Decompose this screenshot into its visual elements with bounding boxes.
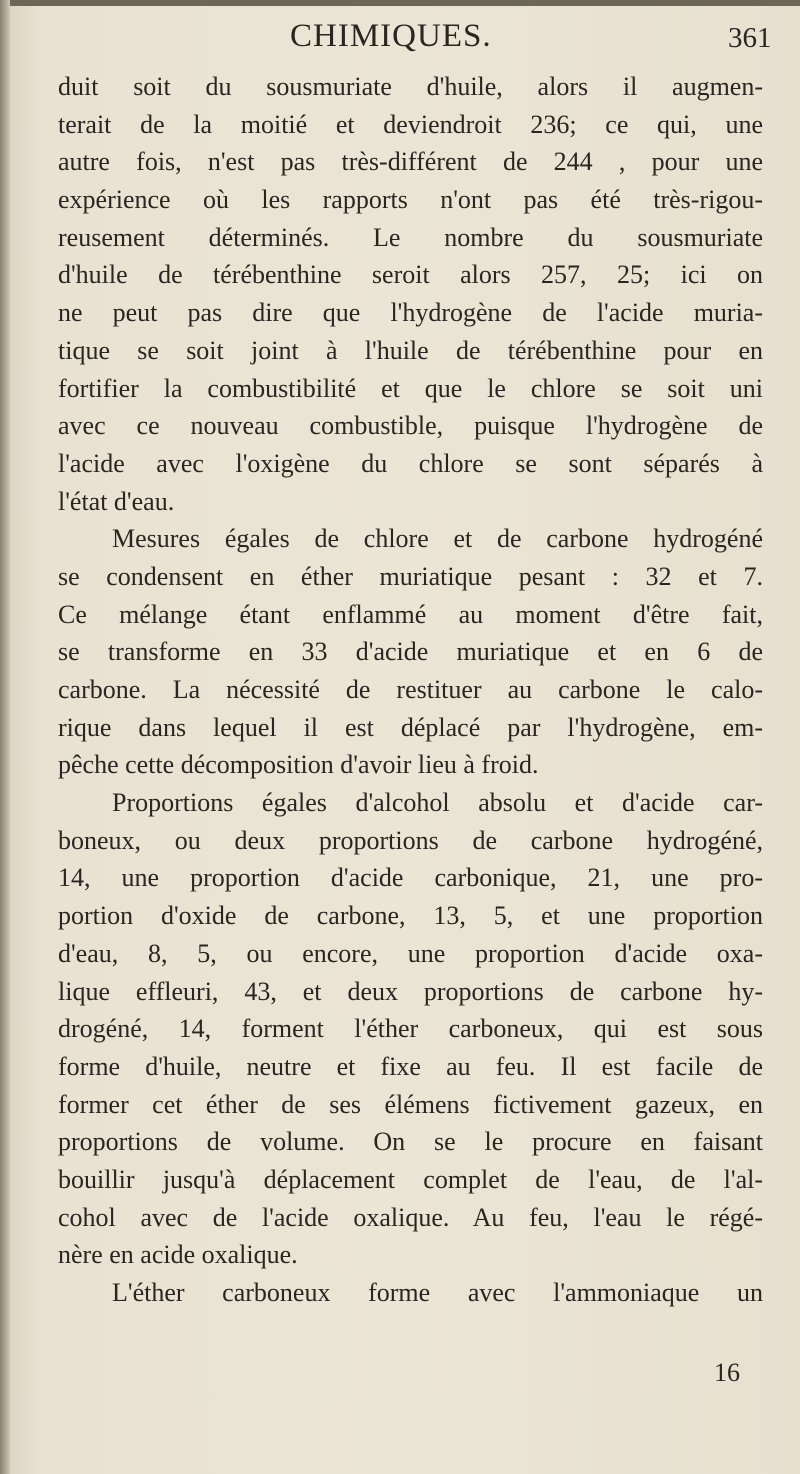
text-line: fortifier la combustibilité et que le chlore se soit uni [58, 373, 763, 403]
signature-mark: 16 [714, 1358, 740, 1387]
text-line: boneux, ou deux proportions de carbone hydrogéné, [58, 825, 763, 855]
text-line: l'état d'eau. [58, 486, 175, 516]
text-line: carbone. La nécessité de restituer au carbone le calo- [58, 675, 763, 704]
text-line: se transforme en 33 d'acide muriatique et en 6 de [58, 637, 763, 667]
running-head-title: CHIMIQUES. [290, 18, 492, 54]
text-line: terait de la moitié et deviendroit 236; ce qui, une [58, 109, 763, 139]
text-line: autre fois, n'est pas très-différent de 244 , pour une [58, 147, 763, 177]
text-line: Proportions égales d'alcohol absolu et d'acide car- [112, 788, 763, 818]
page-gutter-edge [0, 0, 10, 1474]
page-number: 361 [728, 22, 772, 54]
text-line: d'eau, 8, 5, ou encore, une proportion d'acide oxa- [58, 938, 763, 968]
text-line: rique dans lequel il est déplacé par l'hydrogène, em- [58, 712, 763, 742]
body-text [58, 68, 763, 1312]
text-line: 14, une proportion d'acide carbonique, 21, une pro- [58, 863, 763, 893]
text-line: l'acide avec l'oxigène du chlore se sont séparés à [58, 448, 763, 478]
text-line: portion d'oxide de carbone, 13, 5, et une proportion [58, 901, 763, 931]
text-line: d'huile de térébenthine seroit alors 257, 25; ici on [58, 260, 763, 290]
page-top-edge [0, 0, 800, 6]
text-line: se condensent en éther muriatique pesant : 32 et 7. [58, 561, 763, 591]
text-line: pêche cette décomposition d'avoir lieu à froid. [58, 750, 539, 780]
text-line: reusement déterminés. Le nombre du sousmuriate [58, 222, 763, 252]
text-line: tique se soit joint à l'huile de térébenthine pour en [58, 335, 763, 365]
text-line: forme d'huile, neutre et fixe au feu. Il est facile de [58, 1051, 763, 1081]
text-line: avec ce nouveau combustible, puisque l'hydrogène de [58, 411, 763, 441]
text-line: cohol avec de l'acide oxalique. Au feu, l'eau le régé- [58, 1202, 763, 1232]
text-line: L'éther carboneux forme avec l'ammoniaque un [112, 1278, 763, 1307]
text-line: Mesures égales de chlore et de carbone hydrogéné [112, 524, 763, 554]
text-line: ne peut pas dire que l'hydrogène de l'acide muria- [58, 298, 763, 328]
text-line: drogéné, 14, forment l'éther carboneux, qui est sous [58, 1014, 763, 1044]
text-line: Ce mélange étant enflammé au moment d'être fait, [58, 599, 763, 629]
text-line: proportions de volume. On se le procure en faisant [58, 1127, 763, 1157]
text-line: nère en acide oxalique. [58, 1240, 298, 1270]
text-line: bouillir jusqu'à déplacement complet de l'eau, de l'al- [58, 1164, 763, 1194]
text-line: former cet éther de ses élémens fictivement gazeux, en [58, 1089, 763, 1119]
text-line: duit soit du sousmuriate d'huile, alors il augmen- [58, 72, 763, 101]
running-head [0, 18, 800, 70]
text-line: lique effleuri, 43, et deux proportions de carbone hy- [58, 976, 763, 1006]
text-line: expérience où les rapports n'ont pas été très-rigou- [58, 185, 763, 215]
